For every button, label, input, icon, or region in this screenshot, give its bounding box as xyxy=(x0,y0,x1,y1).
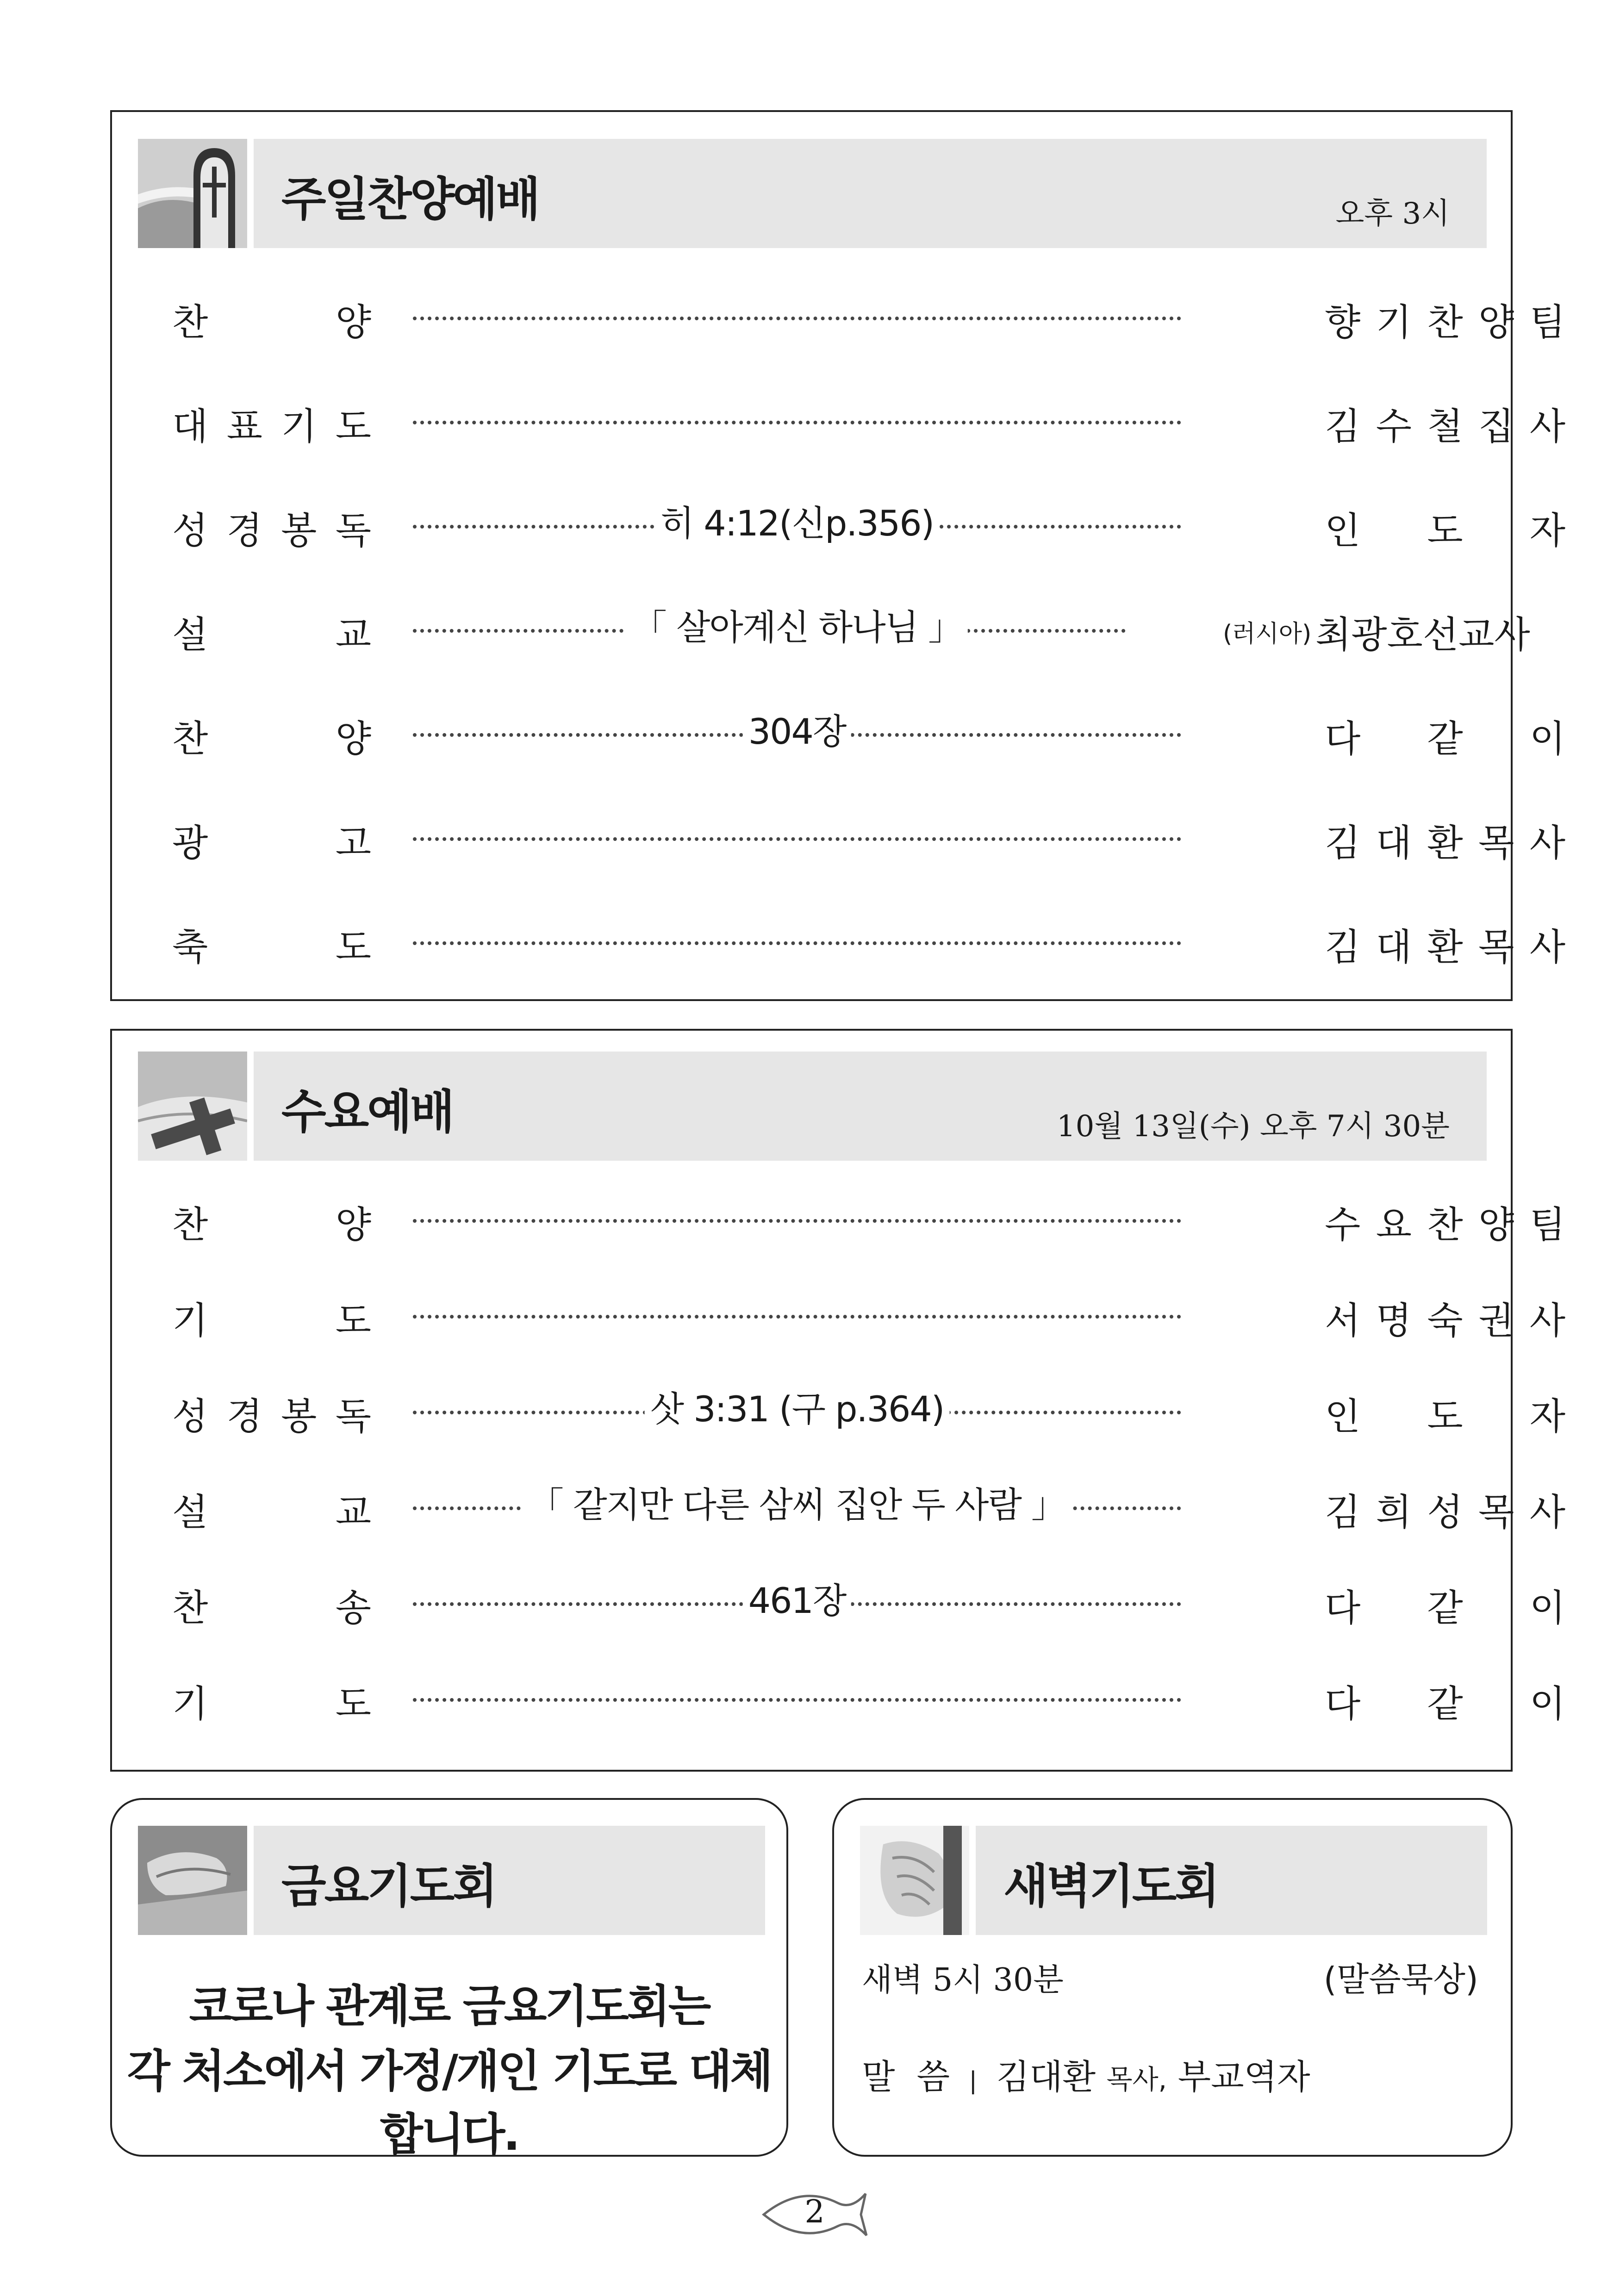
label-char: 성 xyxy=(172,1395,208,1438)
label-char: 찬 xyxy=(172,1587,208,1630)
wednesday-row xyxy=(112,1186,1565,1246)
person-char: 같 xyxy=(1427,1682,1463,1725)
clasped-hands-icon xyxy=(860,1826,969,1935)
sunday-service-time: 오후 3시 xyxy=(1335,197,1450,231)
friday-prayer-box xyxy=(110,1798,788,2160)
label-char: 송 xyxy=(335,1587,371,1630)
wednesday-row xyxy=(112,1282,1565,1342)
person-char: 김 xyxy=(1325,926,1361,969)
person-char: 철 xyxy=(1427,405,1463,448)
dawn-word-label: 말 씀 xyxy=(862,2057,950,2097)
sunday-item-detail: 히 4:12(신p.356) xyxy=(655,495,939,546)
label-char: 독 xyxy=(335,1395,371,1438)
sunday-row xyxy=(112,804,1565,865)
sunday-row xyxy=(112,596,1530,656)
dawn-speaker-title: 목사, xyxy=(1106,2064,1167,2095)
dawn-prayer-title: 새벽기도회 xyxy=(1003,1859,1218,1913)
dotted-leader xyxy=(413,837,1181,841)
person-char: 팀 xyxy=(1529,1203,1565,1246)
label-char: 고 xyxy=(335,821,371,865)
person-char: 양 xyxy=(1478,301,1514,344)
sunday-item-detail: 「 살아계신 하나님 」 xyxy=(626,599,968,650)
sunday-item-person xyxy=(1325,397,1565,450)
wednesday-item-label xyxy=(172,1195,371,1248)
praying-hands-bible-photo xyxy=(138,1826,247,1935)
wednesday-item-person xyxy=(1325,1674,1565,1727)
wednesday-row xyxy=(112,1569,1565,1630)
label-char: 양 xyxy=(335,1203,371,1246)
wednesday-service-title: 수요예배 xyxy=(281,1085,453,1139)
sunday-item-label xyxy=(172,397,371,450)
sunday-item-label xyxy=(172,917,371,971)
person-char: 이 xyxy=(1529,1682,1565,1725)
wednesday-item-person xyxy=(1325,1482,1565,1536)
person-char: 향 xyxy=(1325,301,1361,344)
label-char: 봉 xyxy=(281,1395,317,1438)
person-char: 요 xyxy=(1376,1203,1412,1246)
person-char: 권 xyxy=(1478,1299,1514,1342)
label-char: 도 xyxy=(335,1299,371,1342)
person-char: 명 xyxy=(1376,1299,1412,1342)
wednesday-service-box xyxy=(110,1029,1565,1772)
label-char: 광 xyxy=(172,821,208,865)
label-char: 기 xyxy=(172,1682,208,1725)
sunday-item-person xyxy=(1325,813,1565,866)
person-char: 도 xyxy=(1427,1395,1463,1438)
dotted-leader xyxy=(413,1315,1181,1319)
label-char: 도 xyxy=(335,926,371,969)
wednesday-service-header xyxy=(138,1052,1487,1161)
person-char: 숙 xyxy=(1427,1299,1463,1342)
sunday-row xyxy=(112,387,1565,448)
sunday-service-title-bar xyxy=(254,139,1487,248)
person-char: 다 xyxy=(1325,717,1361,760)
sunday-service-title: 주일찬양예배 xyxy=(281,172,539,226)
person-char: 환 xyxy=(1427,926,1463,969)
dawn-word-line xyxy=(862,2050,1310,2099)
label-char: 찬 xyxy=(172,1203,208,1246)
person-char: 희 xyxy=(1376,1491,1412,1534)
sunday-item-label xyxy=(172,292,371,346)
person-char: 김 xyxy=(1325,405,1361,448)
person-char: 목 xyxy=(1478,926,1514,969)
praying-hands-icon xyxy=(138,1826,247,1935)
person-char: 자 xyxy=(1529,509,1565,552)
label-char: 표 xyxy=(226,405,262,448)
dawn-prayer-title-bar xyxy=(976,1826,1487,1935)
wednesday-row xyxy=(112,1473,1565,1534)
wednesday-item-detail: 「 같지만 다른 삼씨 집안 두 사람 」 xyxy=(523,1477,1071,1527)
sunday-row xyxy=(112,908,1565,969)
dotted-leader xyxy=(413,1219,1181,1223)
friday-notice-line-1: 코로나 관계로 금요기도회는 xyxy=(189,1980,710,2032)
label-char: 봉 xyxy=(281,509,317,552)
person-char: 찬 xyxy=(1427,1203,1463,1246)
friday-prayer-title-bar xyxy=(254,1826,765,1935)
label-char: 찬 xyxy=(172,301,208,344)
dawn-prayer-time: 새벽 5시 30분 xyxy=(862,1962,1064,1998)
wednesday-item-person xyxy=(1325,1578,1565,1631)
friday-notice-line-2: 각 처소에서 가정/개인 기도로 대체합니다. xyxy=(127,2045,772,2160)
person-char: 김 xyxy=(1325,821,1361,865)
wednesday-item-detail: 삿 3:31 (구 p.364) xyxy=(645,1381,950,1431)
sunday-item-label xyxy=(172,813,371,866)
person-char: 이 xyxy=(1529,717,1565,760)
label-char: 설 xyxy=(172,613,208,656)
wednesday-row xyxy=(112,1377,1565,1438)
person-char: 목 xyxy=(1478,821,1514,865)
person-char: 환 xyxy=(1427,821,1463,865)
sunday-item-label xyxy=(172,709,371,762)
label-char: 양 xyxy=(335,301,371,344)
wednesday-item-label xyxy=(172,1482,371,1536)
page-number-fish xyxy=(759,2180,879,2245)
sunday-item-person xyxy=(1315,605,1575,658)
label-char: 찬 xyxy=(172,717,208,760)
person-char: 김 xyxy=(1325,1491,1361,1534)
sunday-item-person xyxy=(1325,292,1565,346)
person-char: 기 xyxy=(1376,301,1412,344)
label-char: 독 xyxy=(335,509,371,552)
wednesday-item-label xyxy=(172,1291,371,1344)
wednesday-service-title-bar xyxy=(254,1052,1487,1161)
person-char: 최광호선교사 xyxy=(1315,613,1530,656)
friday-prayer-header xyxy=(138,1826,765,1935)
person-char: 수 xyxy=(1376,405,1412,448)
person-char: 대 xyxy=(1376,821,1412,865)
church-window-icon xyxy=(138,139,247,248)
wednesday-item-label xyxy=(172,1387,371,1440)
label-char: 양 xyxy=(335,717,371,760)
person-char: 다 xyxy=(1325,1682,1361,1725)
label-char: 성 xyxy=(172,509,208,552)
label-char: 경 xyxy=(226,509,262,552)
sunday-item-person xyxy=(1325,501,1565,554)
label-char: 기 xyxy=(281,405,317,448)
person-char: 서 xyxy=(1325,1299,1361,1342)
person-char: 사 xyxy=(1529,1491,1565,1534)
person-char: 목 xyxy=(1478,1491,1514,1534)
person-char: 양 xyxy=(1478,1203,1514,1246)
label-char: 설 xyxy=(172,1491,208,1534)
sunday-item-label xyxy=(172,605,371,658)
sunday-service-header xyxy=(138,139,1487,248)
wednesday-item-label xyxy=(172,1578,371,1631)
dawn-speaker-extra: 부교역자 xyxy=(1178,2057,1310,2097)
wednesday-row xyxy=(112,1665,1565,1725)
wednesday-service-time: 10월 13일(수) 오후 7시 30분 xyxy=(1056,1109,1450,1144)
person-char: 이 xyxy=(1529,1587,1565,1630)
dawn-prayer-box xyxy=(832,1798,1513,2157)
label-char: 교 xyxy=(335,1491,371,1534)
dotted-leader xyxy=(413,941,1181,945)
label-char: 대 xyxy=(172,405,208,448)
friday-prayer-title: 금요기도회 xyxy=(281,1859,496,1913)
person-char: 다 xyxy=(1325,1587,1361,1630)
wednesday-item-person xyxy=(1325,1387,1565,1440)
dawn-separator: | xyxy=(969,2067,978,2095)
wednesday-item-person xyxy=(1325,1291,1565,1344)
person-char: 자 xyxy=(1529,1395,1565,1438)
dawn-prayer-header xyxy=(860,1826,1487,1935)
person-char: 집 xyxy=(1478,405,1514,448)
person-char: 찬 xyxy=(1427,301,1463,344)
label-char: 경 xyxy=(226,1395,262,1438)
sunday-row xyxy=(112,283,1565,344)
person-char: 인 xyxy=(1325,1395,1361,1438)
person-char: 수 xyxy=(1325,1203,1361,1246)
wednesday-item-label xyxy=(172,1674,371,1727)
sunday-item-note: (러시아) xyxy=(1223,620,1312,648)
label-char: 도 xyxy=(335,405,371,448)
person-char: 도 xyxy=(1427,509,1463,552)
dawn-prayer-note: (말씀묵상) xyxy=(1323,1960,1478,1999)
sunday-item-person xyxy=(1325,917,1565,971)
page-number: 2 xyxy=(804,2194,825,2230)
cross-icon xyxy=(138,1052,247,1161)
label-char: 교 xyxy=(335,613,371,656)
dotted-leader xyxy=(413,1698,1181,1702)
church-window-photo xyxy=(138,139,247,248)
dotted-leader xyxy=(413,421,1181,424)
person-char: 대 xyxy=(1376,926,1412,969)
clasped-hands-photo xyxy=(860,1826,969,1935)
person-char: 사 xyxy=(1529,1299,1565,1342)
sunday-row xyxy=(112,700,1565,760)
person-char: 사 xyxy=(1529,926,1565,969)
person-char: 성 xyxy=(1427,1491,1463,1534)
sunday-row xyxy=(112,492,1565,552)
wednesday-item-detail: 461장 xyxy=(743,1573,851,1623)
dawn-speaker: 김대환 xyxy=(996,2057,1096,2097)
dotted-leader xyxy=(413,317,1181,320)
label-char: 도 xyxy=(335,1682,371,1725)
label-char: 축 xyxy=(172,926,208,969)
label-char: 기 xyxy=(172,1299,208,1342)
person-char: 사 xyxy=(1529,405,1565,448)
sunday-item-label xyxy=(172,501,371,554)
person-char: 같 xyxy=(1427,717,1463,760)
sunday-service-box xyxy=(110,110,1565,1001)
person-char: 같 xyxy=(1427,1587,1463,1630)
sunday-item-detail: 304장 xyxy=(743,703,851,754)
wednesday-item-person xyxy=(1325,1195,1565,1248)
person-char: 사 xyxy=(1529,821,1565,865)
person-char: 인 xyxy=(1325,509,1361,552)
person-char: 팀 xyxy=(1529,301,1565,344)
bible-cross-photo xyxy=(138,1052,247,1161)
sunday-item-person xyxy=(1325,709,1565,762)
